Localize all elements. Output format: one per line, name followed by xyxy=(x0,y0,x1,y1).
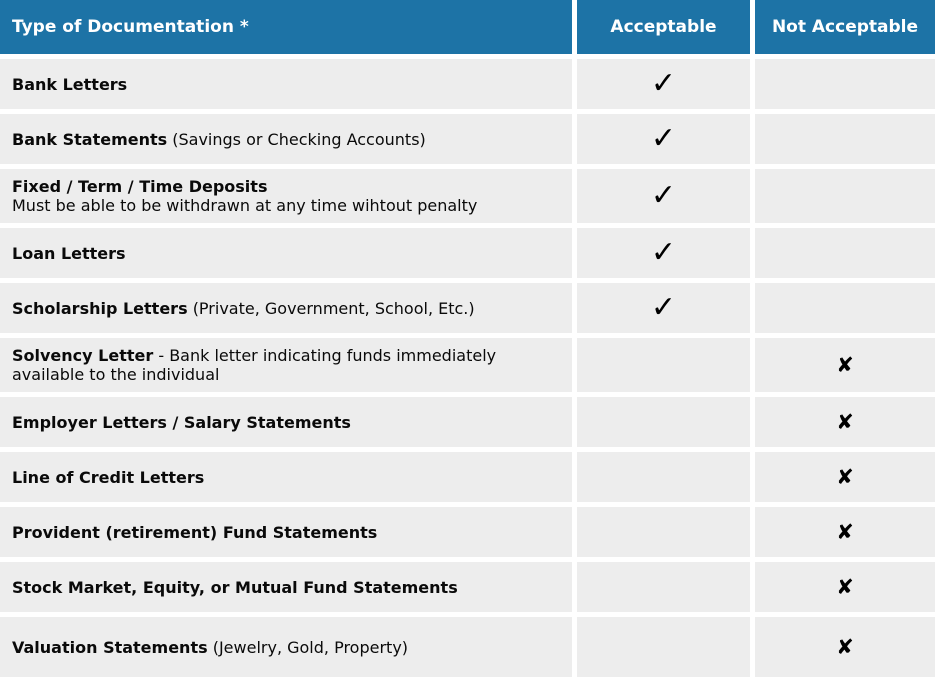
doc-type-cell xyxy=(0,114,572,164)
doc-type-title: Solvency Letter xyxy=(12,346,154,365)
doc-type-title: Scholarship Letters xyxy=(12,298,188,318)
not-acceptable-cell xyxy=(755,338,935,392)
doc-type-title: Line of Credit Letters xyxy=(12,467,205,487)
cross-icon: ✘ xyxy=(836,634,854,659)
doc-type-text xyxy=(12,130,426,149)
doc-type-detail: (Private, Government, School, Etc.) xyxy=(192,298,475,318)
column-header-not-acceptable-label: Not Acceptable xyxy=(771,17,919,37)
doc-type-title: Bank Letters xyxy=(12,74,128,94)
table-row xyxy=(0,338,935,392)
acceptable-cell xyxy=(577,114,750,164)
table-row xyxy=(0,397,935,447)
not-acceptable-cell xyxy=(755,228,935,278)
doc-type-cell xyxy=(0,228,572,278)
check-icon: ✓ xyxy=(650,121,677,156)
doc-type-title: Employer Letters / Salary Statements xyxy=(12,412,351,432)
doc-type-text xyxy=(12,523,377,542)
table-row xyxy=(0,283,935,333)
doc-type-detail: - Bank letter indicating funds immediately available to the individual xyxy=(12,346,497,384)
acceptable-cell xyxy=(577,283,750,333)
doc-type-text xyxy=(12,244,126,263)
check-icon: ✓ xyxy=(650,66,677,101)
acceptable-cell xyxy=(577,397,750,447)
not-acceptable-cell xyxy=(755,114,935,164)
doc-type-cell xyxy=(0,562,572,612)
not-acceptable-cell xyxy=(755,283,935,333)
table-row xyxy=(0,228,935,278)
doc-type-cell xyxy=(0,169,572,223)
check-icon: ✓ xyxy=(650,178,677,213)
doc-type-text xyxy=(12,468,204,487)
doc-type-text xyxy=(12,75,127,94)
doc-type-detail: (Jewelry, Gold, Property) xyxy=(212,637,409,657)
acceptable-cell xyxy=(577,452,750,502)
check-icon: ✓ xyxy=(650,290,677,325)
doc-type-cell xyxy=(0,338,572,392)
not-acceptable-cell xyxy=(755,452,935,502)
not-acceptable-cell xyxy=(755,397,935,447)
column-header-type xyxy=(0,0,572,54)
acceptable-cell xyxy=(577,338,750,392)
table-header-row xyxy=(0,0,935,54)
doc-type-title: Valuation Statements xyxy=(12,637,208,657)
doc-type-cell xyxy=(0,283,572,333)
column-header-acceptable xyxy=(577,0,750,54)
cross-icon: ✘ xyxy=(836,574,854,599)
doc-type-title: Stock Market, Equity, or Mutual Fund Statements xyxy=(12,577,458,597)
doc-type-title: Provident (retirement) Fund Statements xyxy=(12,522,378,542)
table-row xyxy=(0,507,935,557)
table-row xyxy=(0,114,935,164)
table-row xyxy=(0,169,935,223)
acceptable-cell xyxy=(577,228,750,278)
doc-type-text xyxy=(12,346,556,384)
cross-icon: ✘ xyxy=(836,464,854,489)
doc-type-detail: (Savings or Checking Accounts) xyxy=(172,129,426,149)
not-acceptable-cell xyxy=(755,507,935,557)
table-row xyxy=(0,562,935,612)
doc-type-cell xyxy=(0,507,572,557)
table-row xyxy=(0,452,935,502)
table-row xyxy=(0,617,935,677)
doc-type-text xyxy=(12,578,458,597)
doc-type-title: Fixed / Term / Time Deposits xyxy=(12,177,268,196)
not-acceptable-cell xyxy=(755,562,935,612)
doc-type-text xyxy=(12,177,477,215)
not-acceptable-cell xyxy=(755,617,935,677)
column-header-not-acceptable xyxy=(755,0,935,54)
cross-icon: ✘ xyxy=(836,519,854,544)
doc-type-cell xyxy=(0,452,572,502)
doc-type-text xyxy=(12,638,408,657)
doc-type-cell xyxy=(0,397,572,447)
not-acceptable-cell xyxy=(755,169,935,223)
doc-type-cell xyxy=(0,617,572,677)
check-icon: ✓ xyxy=(650,235,677,270)
doc-type-title: Loan Letters xyxy=(12,243,126,263)
doc-type-text xyxy=(12,299,475,318)
column-header-acceptable-label: Acceptable xyxy=(610,17,717,37)
acceptable-cell xyxy=(577,169,750,223)
acceptable-cell xyxy=(577,507,750,557)
acceptable-cell xyxy=(577,562,750,612)
doc-type-title: Bank Statements xyxy=(12,129,168,149)
doc-type-text xyxy=(12,413,351,432)
not-acceptable-cell xyxy=(755,59,935,109)
doc-type-cell xyxy=(0,59,572,109)
doc-type-note: Must be able to be withdrawn at any time wihtout penalty xyxy=(12,196,478,215)
column-header-type-label: Type of Documentation * xyxy=(12,17,249,37)
cross-icon: ✘ xyxy=(836,352,854,377)
acceptable-cell xyxy=(577,617,750,677)
acceptable-cell xyxy=(577,59,750,109)
cross-icon: ✘ xyxy=(836,409,854,434)
table-row xyxy=(0,59,935,109)
